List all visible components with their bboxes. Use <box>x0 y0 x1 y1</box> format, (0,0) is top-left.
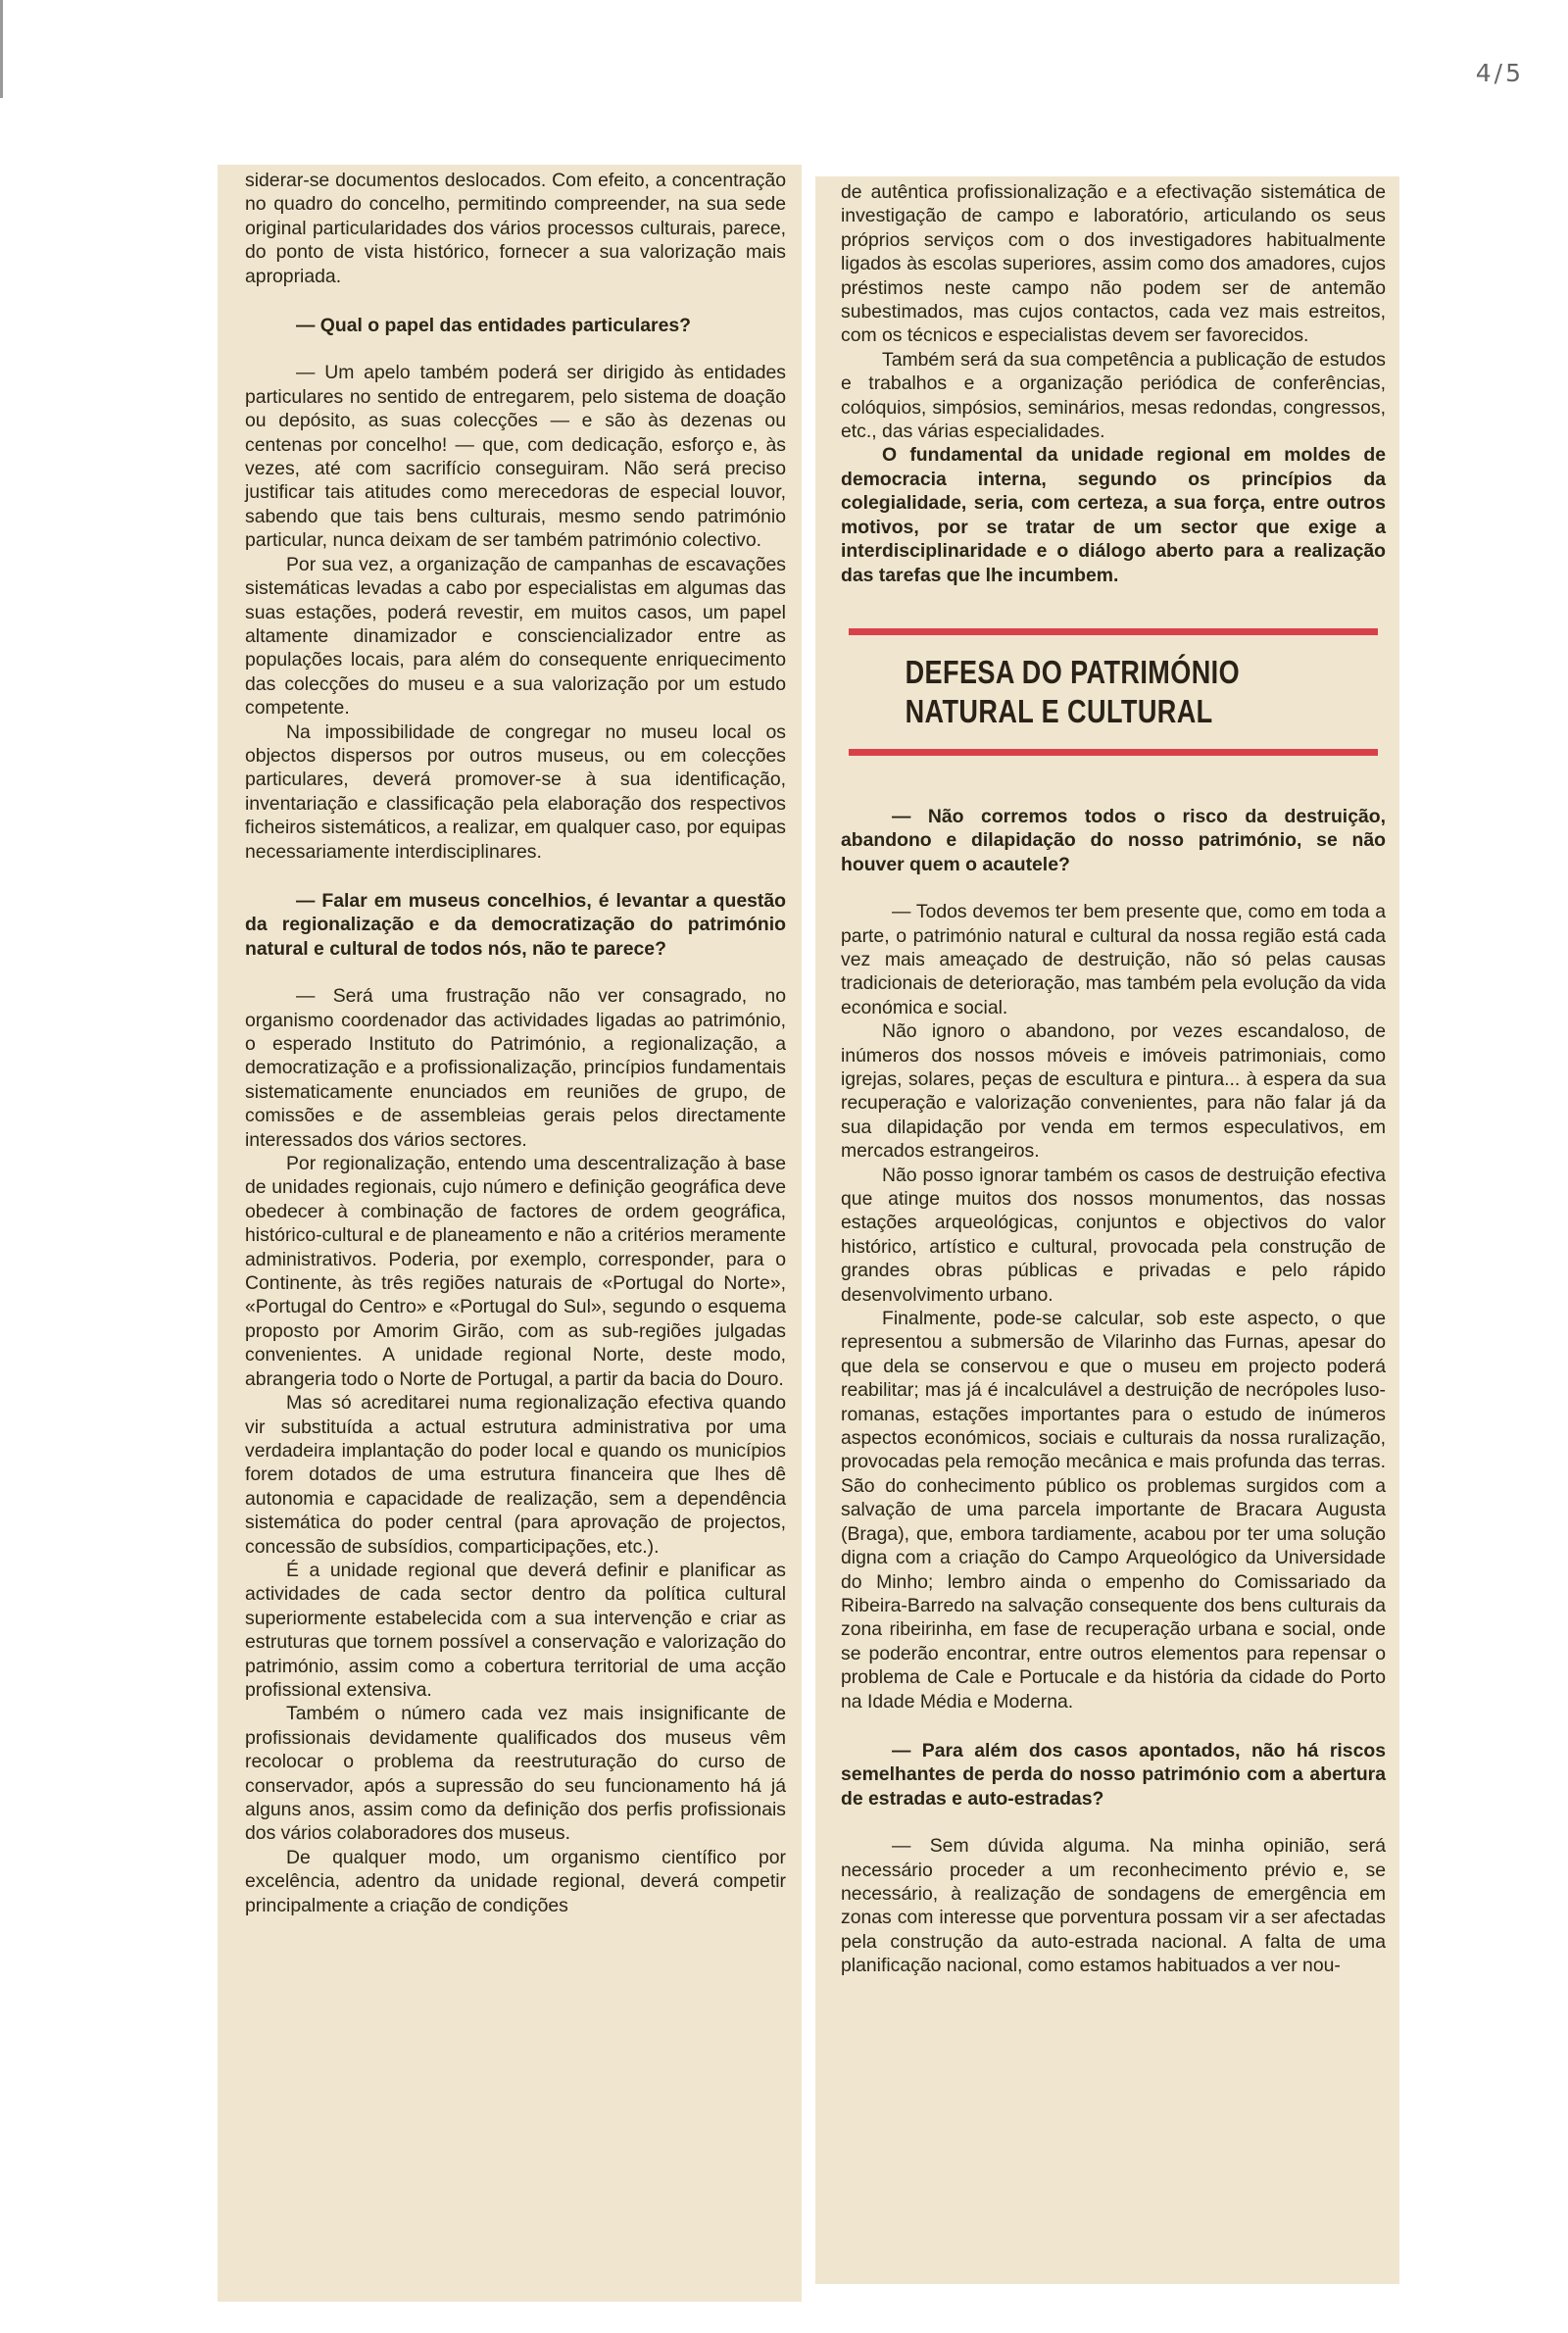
heading-rule-top <box>849 628 1378 635</box>
interview-answer: — Um apelo também poderá ser dirigido às entidades particulares no sentido de entregarem, pelo sistema de doação ou depósito, as suas colecções — e são às dezenas ou centenas por concelho! — que, com dedicação, esforço e, às vezes, até com sacrifício conseguiram. Não será preciso justificar tais atitudes como merecedoras de especial louvor, sabendo que tais bens culturais, mesmo sendo património particular, nunca deixam de ser também património colectivo. <box>245 362 786 552</box>
article-paragraph: De qualquer modo, um organismo científico por excelência, adentro da unidade regional, deverá competir principalmente a criação de condições <box>245 1846 786 1916</box>
article-paragraph: Finalmente, pode-se calcular, sob este aspecto, o que representou a submersão de Vilarinho das Furnas, apesar do que dela se conservou e que o museu em projecto poderá reabilitar; mas já é incalculável a destruição de necrópoles luso-romanas, estações importantes para o estudo de inúmeros aspectos económicos, sociais e culturais da nossa ruralização, provocadas pela remoção mecânica e mais profunda das terras. São do conhecimento público os problemas surgidos com a salvação de uma parcela importante de Bracara Augusta (Braga), que, embora tardiamente, acabou por ter uma solução digna com a criação do Campo Arqueológico da Universidade do Minho; lembro ainda o empenho do Comissariado da Ribeira-Barredo na salvação consequente dos bens culturais da zona ribeirinha, em fase de recuperação urbana e social, onde se poderão encontrar, entre outros elementos para repensar o problema de Cale e Portucale e da história da cidade do Porto na Idade Média e Moderna. <box>841 1308 1386 1713</box>
interview-question: — Não corremos todos o risco da destruição, abandono e dilapidação do nosso património, se não houver quem o acautele? <box>841 805 1386 875</box>
interview-question: — Qual o papel das entidades particulares? <box>296 315 692 337</box>
heading-rule-bottom <box>849 749 1378 756</box>
article-paragraph: Não ignoro o abandono, por vezes escandaloso, de inúmeros dos nossos móveis e imóveis patrimoniais, como igrejas, solares, peças de escultura e pintura... à espera da sua recuperação e valorização convenientes, para não falar já da sua dilapidação por venda em termos especulativos, em mercados estrangeiros. <box>841 1020 1386 1163</box>
right-top-text <box>841 180 1386 587</box>
clipping-right-column <box>815 176 1399 2284</box>
article-paragraph: de autêntica profissionalização e a efectivação sistemática de investigação de campo e laboratório, articulando os seus próprios serviços com o dos investigadores habitualmente ligados às escolas superiores, assim como dos amadores, cujos préstimos neste campo não podem ser de antemão subestimados, mas cujos contactos, cada vez mais estreitos, com os técnicos e especialistas devem ser favorecidos. <box>841 181 1386 347</box>
interview-answer: — Será uma frustração não ver consagrado, no organismo coordenador das actividades ligadas ao património, o esperado Instituto do Património, a regionalização, a democratização e a profissionalização, princípios fundamentais sistematicamente enunciados em reuniões de grupo, de comissões e de assembleias gerais pelos directamente interessados dos vários sectores. <box>245 985 786 1151</box>
article-paragraph: siderar-se documentos deslocados. Com efeito, a concentração no quadro do concelho, permitindo compreender, na sua sede original particularidades dos vários processos culturais, parece, do ponto de vista histórico, fornecer a sua valorização mais apropriada. <box>245 170 786 287</box>
right-bottom-text <box>841 805 1386 1978</box>
article-paragraph: Por regionalização, entendo uma descentralização à base de unidades regionais, cujo número e definição geográfica deve obedecer à combinação de factores de ordem geográfica, histórico-cultural e de planeamento e não a critérios meramente administrativos. Poderia, por exemplo, corresponder, para o Continente, às três regiões naturais de «Portugal do Norte», «Portugal do Centro» e «Portugal do Sul», segundo o esquema proposto por Amorim Girão, com as sub-regiões julgadas convenientes. A unidade regional Norte, deste modo, abrangeria todo o Norte de Portugal, a partir da bacia do Douro. <box>245 1153 786 1390</box>
interview-question: — Falar em museus concelhios, é levantar a questão da regionalização e da democratização do património natural e cultural de todos nós, não te parece? <box>245 889 786 960</box>
section-heading <box>841 628 1386 756</box>
heading-line-1: DEFESA DO PATRIMÓNIO <box>905 653 1241 690</box>
interview-answer: — Todos devemos ter bem presente que, como em toda a parte, o património natural e cultural da nossa região está cada vez mais ameaçado de destruição, não só pelas causas tradicionais de deterioração, mas também pela evolução da vida económica e social. <box>841 901 1386 1018</box>
article-paragraph: Também o número cada vez mais insignificante de profissionais devidamente qualificados dos museus vêm recolocar o problema da reestruturação do curso de conservador, após a supressão do seu funcionamento há já alguns anos, assim como da definição dos perfis profissionais dos vários colaboradores dos museus. <box>245 1703 786 1845</box>
article-paragraph: Mas só acreditarei numa regionalização efectiva quando vir substituída a actual estrutura administrativa por uma verdadeira implantação do poder local e quando os municípios forem dotados de uma estrutura financeira que lhes dê autonomia e capacidade de realização, sem a dependência sistemática do poder central (para aprovação de projectos, concessão de subsídios, comparticipações, etc.). <box>245 1392 786 1558</box>
clipping-left-column <box>218 165 802 2302</box>
heading-line-2: NATURAL E CULTURAL <box>905 692 1213 729</box>
article-paragraph: O fundamental da unidade regional em moldes de democracia interna, segundo os princípios da colegialidade, seria, com certeza, a sua força, entre outros motivos, por se tratar de um sector que exige a interdisciplinaridade e o diálogo aberto para a realização das tarefas que lhe incumbem. <box>841 444 1386 586</box>
interview-answer: — Sem dúvida alguma. Na minha opinião, será necessário proceder a um reconhecimento prévio e, se necessário, à realização de sondagens de emergência em zonas com interesse que porventura possam vir a ser afectadas pela construção da auto-estrada nacional. A falta de uma planificação nacional, como estamos habituados a ver nou- <box>841 1835 1386 1977</box>
interview-question: — Para além dos casos apontados, não há riscos semelhantes de perda do nosso património com a abertura de estradas e auto-estradas? <box>841 1739 1386 1810</box>
article-paragraph: Não posso ignorar também os casos de destruição efectiva que atinge muitos dos nossos monumentos, das nossas estações arqueológicas, conjuntos e objectivos do valor histórico, artístico e cultural, provocada pela construção de grandes obras públicas e privadas e pelo rápido desenvolvimento urbano. <box>841 1164 1386 1306</box>
article-paragraph: Por sua vez, a organização de campanhas de escavações sistemáticas levadas a cabo por especialistas em algumas das suas estações, poderá revestir, em muitos casos, um papel altamente dinamizador e consciencializador entre as populações locais, para além do consequente enriquecimento das colecções do museu e a sua valorização por um estudo competente. <box>245 553 786 720</box>
article-paragraph: É a unidade regional que deverá definir e planificar as actividades de cada sector dentro da política cultural superiormente estabelecida com a sua intervenção e criar as estruturas que tornem possível a conservação e valorização do património, assim como a cobertura territorial de uma acção profissional extensiva. <box>245 1559 786 1701</box>
article-paragraph: Também será da sua competência a publicação de estudos e trabalhos e a organização periódica de conferências, colóquios, simpósios, seminários, mesas redondas, congressos, etc., das várias especialidades. <box>841 348 1386 443</box>
article-paragraph: Na impossibilidade de congregar no museu local os objectos dispersos por outros museus, ou em colecções particulares, deverá promover-se à sua identificação, inventariação e classificação pela elaboração dos respectivos ficheiros sistemáticos, a realizar, em qualquer caso, por equipas necessariamente interdisciplinares. <box>245 720 786 863</box>
page-number: 4/5 <box>1475 59 1524 87</box>
page-edge <box>0 0 3 98</box>
